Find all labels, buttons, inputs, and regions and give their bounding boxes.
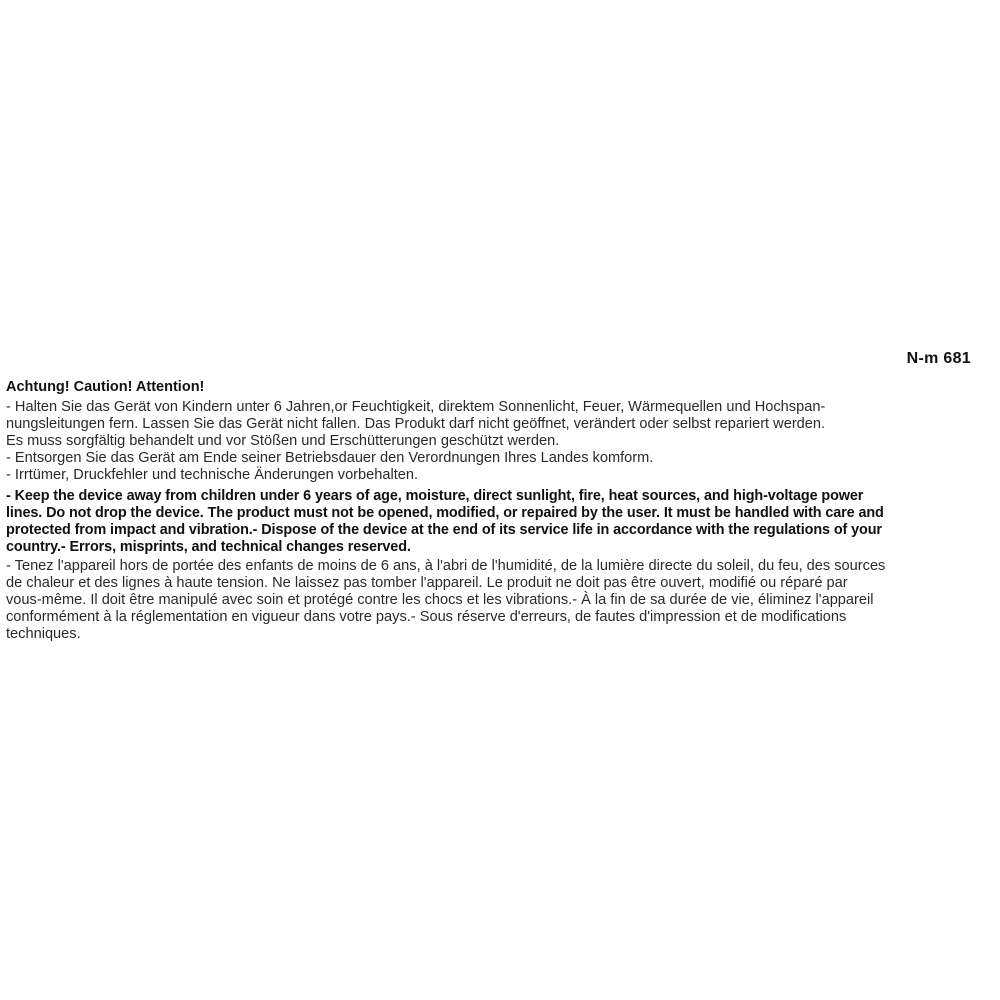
english-line: country.- Errors, misprints, and technical changes reserved. (6, 539, 411, 555)
german-line: - Entsorgen Sie das Gerät am Ende seiner Betriebsdauer den Verordnungen Ihres Landes komform. (6, 450, 654, 466)
french-line: conformément à la réglementation en vigueur dans votre pays.- Sous réserve d'erreurs, de fautes d'impression et de modifications (6, 609, 847, 625)
product-code: N-m 681 (906, 350, 971, 367)
german-line: Es muss sorgfältig behandelt und vor Stößen und Erschütterungen geschützt werden. (6, 433, 560, 449)
german-line: nungsleitungen fern. Lassen Sie das Gerät nicht fallen. Das Produkt darf nicht geöffnet, verändert oder selbst repariert werden. (6, 416, 826, 432)
english-line: lines. Do not drop the device. The product must not be opened, modified, or repaired by the user. It must be handled with care and (6, 505, 884, 521)
safety-notice (6, 378, 972, 643)
french-line: - Tenez l'appareil hors de portée des enfants de moins de 6 ans, à l'abri de l'humidité, de la lumière directe du soleil, du feu, des sources (6, 558, 886, 574)
english-line: - Keep the device away from children under 6 years of age, moisture, direct sunlight, fire, heat sources, and high-voltage power (6, 488, 864, 504)
english-paragraph (6, 488, 972, 556)
french-line: vous-même. Il doit être manipulé avec soin et protégé contre les chocs et les vibrations.- À la fin de sa durée de vie, éliminez l'appareil (6, 592, 874, 608)
german-paragraph (6, 399, 972, 484)
german-line: - Halten Sie das Gerät von Kindern unter 6 Jahren,or Feuchtigkeit, direktem Sonnenlicht, Feuer, Wärmequellen und Hochspan- (6, 399, 826, 415)
notice-heading: Achtung! Caution! Attention! (6, 379, 205, 395)
english-line: protected from impact and vibration.- Dispose of the device at the end of its service life in accordance with the regulations of your (6, 522, 882, 538)
french-line: de chaleur et des lignes à haute tension. Ne laissez pas tomber l'appareil. Le produit ne doit pas être ouvert, modifié ou réparé par (6, 575, 848, 591)
german-line: - Irrtümer, Druckfehler und technische Änderungen vorbehalten. (6, 467, 419, 483)
french-line: techniques. (6, 626, 81, 642)
french-paragraph (6, 558, 972, 643)
